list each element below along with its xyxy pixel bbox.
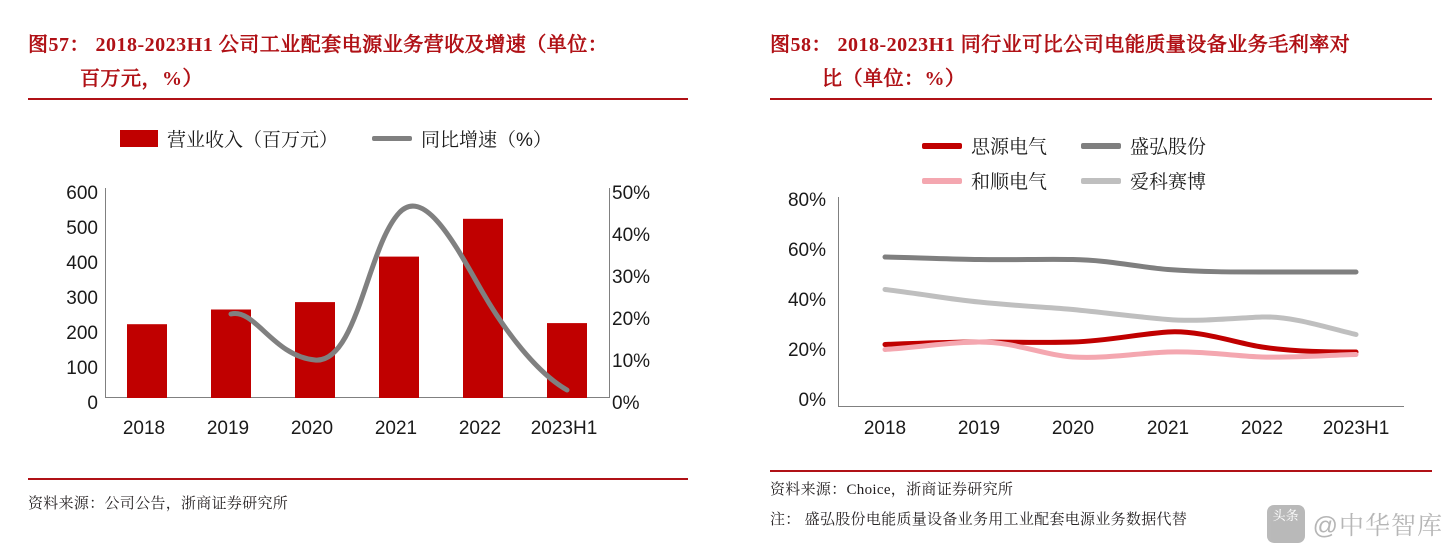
legend-item-shenghong <box>1081 132 1206 159</box>
y-tick-0: 0% <box>798 390 826 411</box>
y-tick-40: 40% <box>787 290 826 311</box>
figure-58-title-line1: 2018-2023H1 同行业可比公司电能质量设备业务毛利率对 <box>837 34 1351 56</box>
y-right-tick-10: 10% <box>612 351 651 372</box>
bar-2019 <box>211 310 251 399</box>
figure-57-title <box>28 28 688 96</box>
figure-58-legend-row-2 <box>922 167 1240 194</box>
legend-swatch-revenue-icon <box>120 130 158 147</box>
x-tick-2020: 2020 <box>1051 418 1095 439</box>
x-tick-2021: 2021 <box>1146 418 1190 439</box>
watermark-logo-icon: 头条 <box>1267 505 1305 543</box>
y-tick-80: 80% <box>787 190 826 211</box>
bar-2021 <box>379 257 419 398</box>
bar-2022 <box>463 219 503 398</box>
figure-57-source: 资料来源：公司公告，浙商证券研究所 <box>28 496 289 512</box>
figure-57-plot <box>105 188 610 408</box>
x-tick-2018: 2018 <box>122 418 166 439</box>
figure-58-source-divider <box>770 470 1432 472</box>
legend-label-aikesaibo: 爱科赛博 <box>1130 172 1207 193</box>
x-tick-2019: 2019 <box>957 418 1001 439</box>
figure-58-legend-row-1 <box>922 132 1240 159</box>
legend-label-growth: 同比增速（%） <box>421 130 552 151</box>
watermark <box>1267 505 1443 543</box>
bar-2018 <box>127 324 167 398</box>
figure-57-panel <box>0 0 705 551</box>
y-right-tick-30: 30% <box>612 267 651 288</box>
y-right-tick-40: 40% <box>612 225 651 246</box>
x-tick-2022: 2022 <box>1240 418 1284 439</box>
figure-57-legend <box>120 125 586 152</box>
legend-item-siyuan <box>922 132 1047 159</box>
legend-item-growth <box>372 125 552 152</box>
legend-label-siyuan: 思源电气 <box>971 137 1048 158</box>
legend-item-aikesaibo <box>1081 167 1206 194</box>
legend-label-heshun: 和顺电气 <box>971 172 1048 193</box>
figure-58-title-line2: 比（单位：%） <box>822 68 966 90</box>
figure-57-title-line1: 2018-2023H1 公司工业配套电源业务营收及增速（单位： <box>95 34 609 56</box>
bar-2020 <box>295 302 335 398</box>
legend-swatch-heshun-icon <box>922 178 962 184</box>
x-tick-2022: 2022 <box>458 418 502 439</box>
figure-58-svg <box>838 197 1404 409</box>
y-right-tick-20: 20% <box>612 309 651 330</box>
legend-swatch-growth-icon <box>372 136 412 141</box>
legend-swatch-aikesaibo-icon <box>1081 178 1121 184</box>
x-tick-2018: 2018 <box>863 418 907 439</box>
x-tick-2020: 2020 <box>290 418 334 439</box>
watermark-text: @中华智库 <box>1312 512 1443 540</box>
y-left-tick-600: 600 <box>66 183 98 204</box>
figure-57-title-line2: 百万元，%） <box>80 68 203 90</box>
y-left-tick-200: 200 <box>66 323 98 344</box>
figure-57-source-divider <box>28 478 688 480</box>
bar-2023H1 <box>547 323 587 398</box>
y-left-tick-400: 400 <box>66 253 98 274</box>
figure-58-title-divider <box>770 98 1432 100</box>
figure-58-panel <box>742 0 1451 551</box>
y-left-tick-300: 300 <box>66 288 98 309</box>
figure-57-title-divider <box>28 98 688 100</box>
line-shenghong <box>885 257 1356 272</box>
figure-58-title <box>770 28 1430 96</box>
x-tick-2023H1: 2023H1 <box>1322 418 1390 439</box>
figure-57-svg <box>105 188 610 408</box>
legend-label-shenghong: 盛弘股份 <box>1130 137 1207 158</box>
legend-swatch-shenghong-icon <box>1081 143 1121 149</box>
x-tick-2019: 2019 <box>206 418 250 439</box>
y-tick-20: 20% <box>787 340 826 361</box>
y-right-tick-50: 50% <box>612 183 651 204</box>
y-left-tick-100: 100 <box>66 358 98 379</box>
legend-swatch-siyuan-icon <box>922 143 962 149</box>
figure-58-source: 资料来源：Choice，浙商证券研究所 <box>770 482 1014 498</box>
figure-57-label: 图57： <box>28 34 90 56</box>
legend-label-revenue: 营业收入（百万元） <box>167 130 339 151</box>
y-tick-60: 60% <box>787 240 826 261</box>
legend-item-revenue <box>120 125 338 152</box>
line-aikesaibo <box>885 290 1356 335</box>
x-tick-2021: 2021 <box>374 418 418 439</box>
y-right-tick-0: 0% <box>612 393 640 414</box>
figure-58-note: 注： 盛弘股份电能质量设备业务用工业配套电源业务数据代替 <box>770 512 1188 528</box>
x-tick-2023H1: 2023H1 <box>530 418 598 439</box>
legend-item-heshun <box>922 167 1047 194</box>
y-left-tick-0: 0 <box>87 393 98 414</box>
y-left-tick-500: 500 <box>66 218 98 239</box>
figure-58-plot <box>838 197 1404 409</box>
figure-58-label: 图58： <box>770 34 832 56</box>
